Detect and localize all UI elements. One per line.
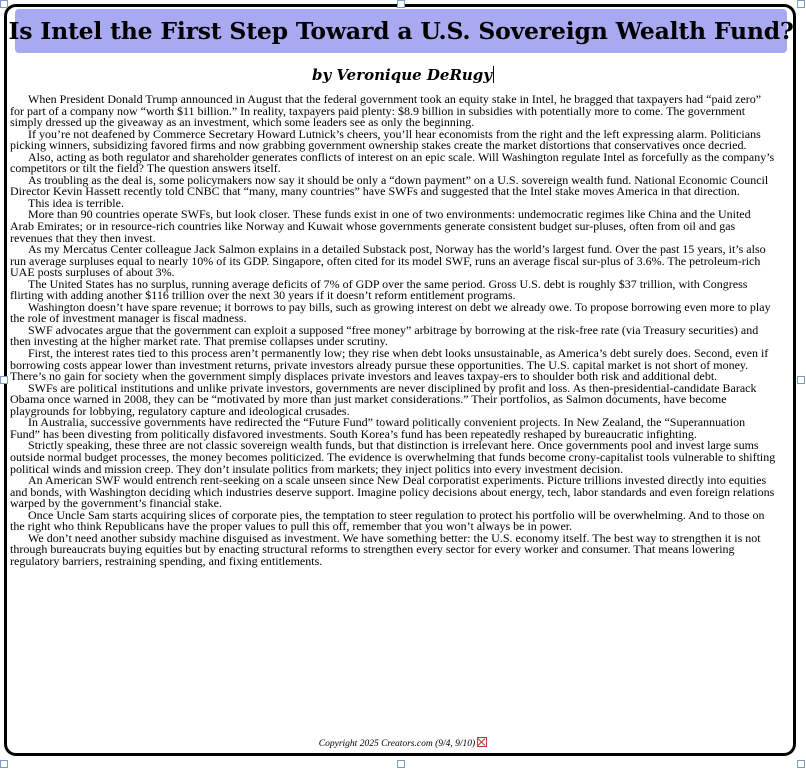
resize-handle-bottom-center[interactable] bbox=[397, 760, 405, 768]
paragraph: More than 90 countries operate SWFs, but look closer. These funds exist in one of two environments: undemocratic regimes like China and the United Arab Emirates; or in resource-rich countries like Norway and Kuwait whose governments generate consistent budget sur-pluses, often from oil and gas revenues that they then invest. bbox=[10, 207, 751, 245]
paragraph: SWF advocates argue that the government can exploit a supposed “free money” arbitrage by borrowing at the risk-free rate (via Treasury securities) and then investing at the higher market rate. That premise collapses under scrutiny. bbox=[10, 322, 759, 349]
paragraph: The United States has no surplus, running average deficits of 7% of GDP over the same period. Gross U.S. debt is roughly $37 trillion, with Congress flirting with adding another $116 trillion over the next 30 years if it doesn’t reform entitlement programs. bbox=[10, 276, 748, 303]
paragraph: Once Uncle Sam starts acquiring slices of corporate pies, the temptation to steer regulation to protect his portfolio will be overwhelming. And to those on the right who think Republicans have the proper values to pull this off, remember that you won’t always be in power. bbox=[10, 507, 765, 534]
paragraph: This idea is terrible. bbox=[28, 195, 124, 210]
resize-handle-bottom-left[interactable] bbox=[0, 760, 8, 768]
resize-handle-top-right[interactable] bbox=[797, 0, 805, 8]
byline[interactable] bbox=[0, 66, 806, 84]
resize-handle-top-center[interactable] bbox=[397, 0, 405, 8]
paragraph: When President Donald Trump announced in August that the federal government took an equity stake in Intel, he bragged that taxpayers had “paid zero” for part of a company now “worth $11 billion.” In reality, taxpayers paid plenty: $8.9 billion in subsidies with potentially more to come. The government simply dressed up the giveaway as an investment, which some leaders see as only the beginning. bbox=[10, 92, 762, 130]
paragraph: An American SWF would entrench rent-seeking on a scale unseen since New Deal corporatist experiments. Picture trillions invested directly into equities and bonds, with Washington deciding which industries deserve support. Imagine policy decisions about energy, tech, labor standards and even foreign relations warped by the government’s financial stake. bbox=[10, 473, 775, 511]
paragraph: We don’t need another subsidy machine disguised as investment. We have something better: the U.S. economy itself. The best way to strengthen it is not through bureaucrats buying equities but by enacting structural reforms to strengthen every sector for every worker and consumer. That means lowering regulatory barriers, restraining spending, and fixing entitlements. bbox=[10, 530, 761, 568]
paragraph: Washington doesn’t have spare revenue; it borrows to pay bills, such as growing interest on debt we already owe. To propose borrowing even more to play the role of investment manager is fiscal madness. bbox=[10, 299, 771, 326]
resize-handle-middle-right[interactable] bbox=[797, 376, 805, 384]
byline-text: by Veronique DeRugy bbox=[311, 66, 493, 84]
resize-handle-middle-left[interactable] bbox=[0, 376, 8, 384]
copyright-line bbox=[0, 737, 806, 749]
paragraph: If you’re not deafened by Commerce Secretary Howard Lutnick’s cheers, you’ll hear economists from the right and the left expressing alarm. Politicians picking winners, subsidizing favored firms and now grabbing government ownership stakes create the market distortions that conservatives once decried. bbox=[10, 126, 761, 153]
paragraph: As troubling as the deal is, some policymakers now say it should be only a “down payment” on a U.S. sovereign wealth fund. National Economic Council Director Kevin Hassett recently told CNBC that “many, many countries” have SWFs and suggested that the Intel stake moves America in that direction. bbox=[10, 172, 769, 199]
broken-image-icon bbox=[477, 737, 487, 747]
paragraph: First, the interest rates tied to this process aren’t permanently low; they rise when debt looks unsustainable, as America’s debt surely does. Second, even if borrowing costs appear lower than investment returns, private investors already pursue these opportunities. The U.S. capital market is not short of money. There’s no gain for society when the government simply displaces private investors and leaves taxpay-ers to shoulder both risk and additional debt. bbox=[10, 346, 769, 384]
text-cursor bbox=[493, 66, 494, 83]
paragraph: Also, acting as both regulator and shareholder generates conflicts of interest on an epic scale. Will Washington regulate Intel as forcefully as the company’s competitors or tilt the field? The question answers itself. bbox=[10, 149, 775, 176]
resize-handle-top-left[interactable] bbox=[0, 0, 8, 8]
paragraph: Strictly speaking, these three are not classic sovereign wealth funds, but that distinction is irrelevant here. Once governments pool and invest large sums outside normal budget processes, the money becomes politicized. The evidence is overwhelming that funds become crony-capitalist tools vulnerable to shifting political winds and mission creep. They don’t insulate politics from markets; they inject politics into every investment decision. bbox=[10, 438, 776, 476]
paragraph: As my Mercatus Center colleague Jack Salmon explains in a detailed Substack post, Norway has the world’s largest fund. Over the past 15 years, it’s also run average surpluses equal to nearly 10% of its GDP. Singapore, often cited for its model SWF, runs an average fiscal sur-plus of 3.6%. The petroleum-rich UAE posts surpluses of about 3%. bbox=[10, 242, 766, 280]
resize-handle-bottom-right[interactable] bbox=[797, 760, 805, 768]
headline: Is Intel the First Step Toward a U.S. Sovereign Wealth Fund? bbox=[8, 17, 794, 45]
copyright-text: Copyright 2025 Creators.com (9/4, 9/10) bbox=[318, 739, 476, 749]
paragraph: SWFs are political institutions and unlike private investors, governments are never disciplined by profit and loss. As then-presidential-candidate Barack Obama once warned in 2008, they can be “motivated by more than just market considerations.” Their portfolios, as Salmon documents, have become playgrounds for lobbying, regulatory capture and ideological crusades. bbox=[10, 380, 757, 418]
headline-banner bbox=[8, 9, 794, 53]
article-body[interactable] bbox=[10, 94, 776, 567]
paragraph: In Australia, successive governments have redirected the “Future Fund” toward politically convenient projects. In New Zealand, the “Superannuation Fund” has been divesting from politically disfavored investments. South Korea’s fund has been repeatedly reshaped by bureaucratic infighting. bbox=[10, 415, 746, 441]
